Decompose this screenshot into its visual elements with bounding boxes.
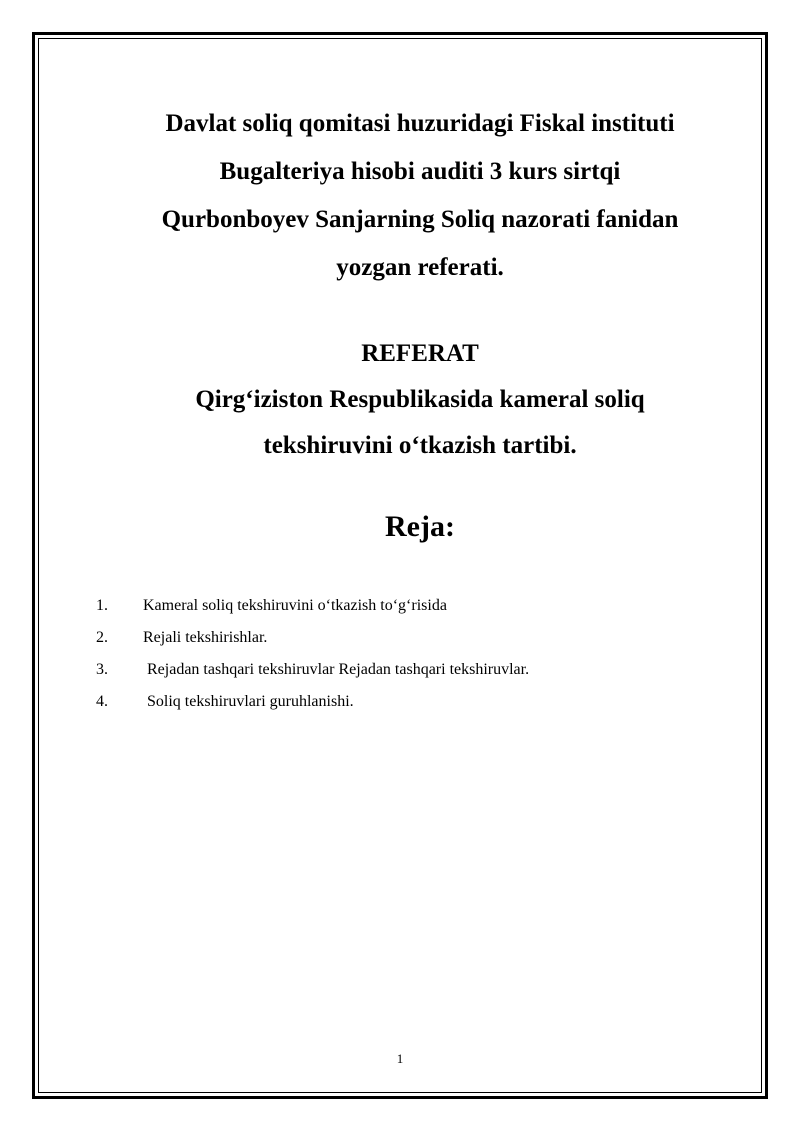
plan-title: Reja: <box>385 510 455 543</box>
list-item <box>96 654 736 686</box>
referat-title-line-2: tekshiruvini o‘tkazish tartibi. <box>263 432 577 459</box>
list-item-number: 4. <box>96 693 108 710</box>
list-item-number: 2. <box>96 629 108 646</box>
header-line-referat-note: yozgan referati. <box>336 254 504 281</box>
list-item <box>96 686 736 718</box>
list-item <box>96 622 736 654</box>
list-item-text: Rejali tekshirishlar. <box>143 629 268 646</box>
list-item-number: 1. <box>96 597 108 614</box>
list-item <box>96 590 736 622</box>
list-item-number: 3. <box>96 661 108 678</box>
list-item-text: Soliq tekshiruvlari guruhlanishi. <box>147 693 354 710</box>
list-item-text: Rejadan tashqari tekshiruvlar Rejadan tashqari tekshiruvlar. <box>147 661 530 678</box>
header-line-author: Qurbonboyev Sanjarning Soliq nazorati fanidan <box>161 206 679 233</box>
header-line-course: Bugalteriya hisobi auditi 3 kurs sirtqi <box>219 158 621 185</box>
referat-title-line-1: Qirg‘iziston Respublikasida kameral soliq <box>195 386 645 413</box>
list-item-text: Kameral soliq tekshiruvini o‘tkazish to‘g‘risida <box>143 597 447 614</box>
page-number: 1 <box>396 1051 404 1066</box>
referat-title-block <box>60 331 780 469</box>
plan-list <box>96 590 736 718</box>
header-line-institute: Davlat soliq qomitasi huzuridagi Fiskal instituti <box>165 110 675 137</box>
document-header <box>60 100 780 292</box>
referat-label: REFERAT <box>361 340 479 367</box>
